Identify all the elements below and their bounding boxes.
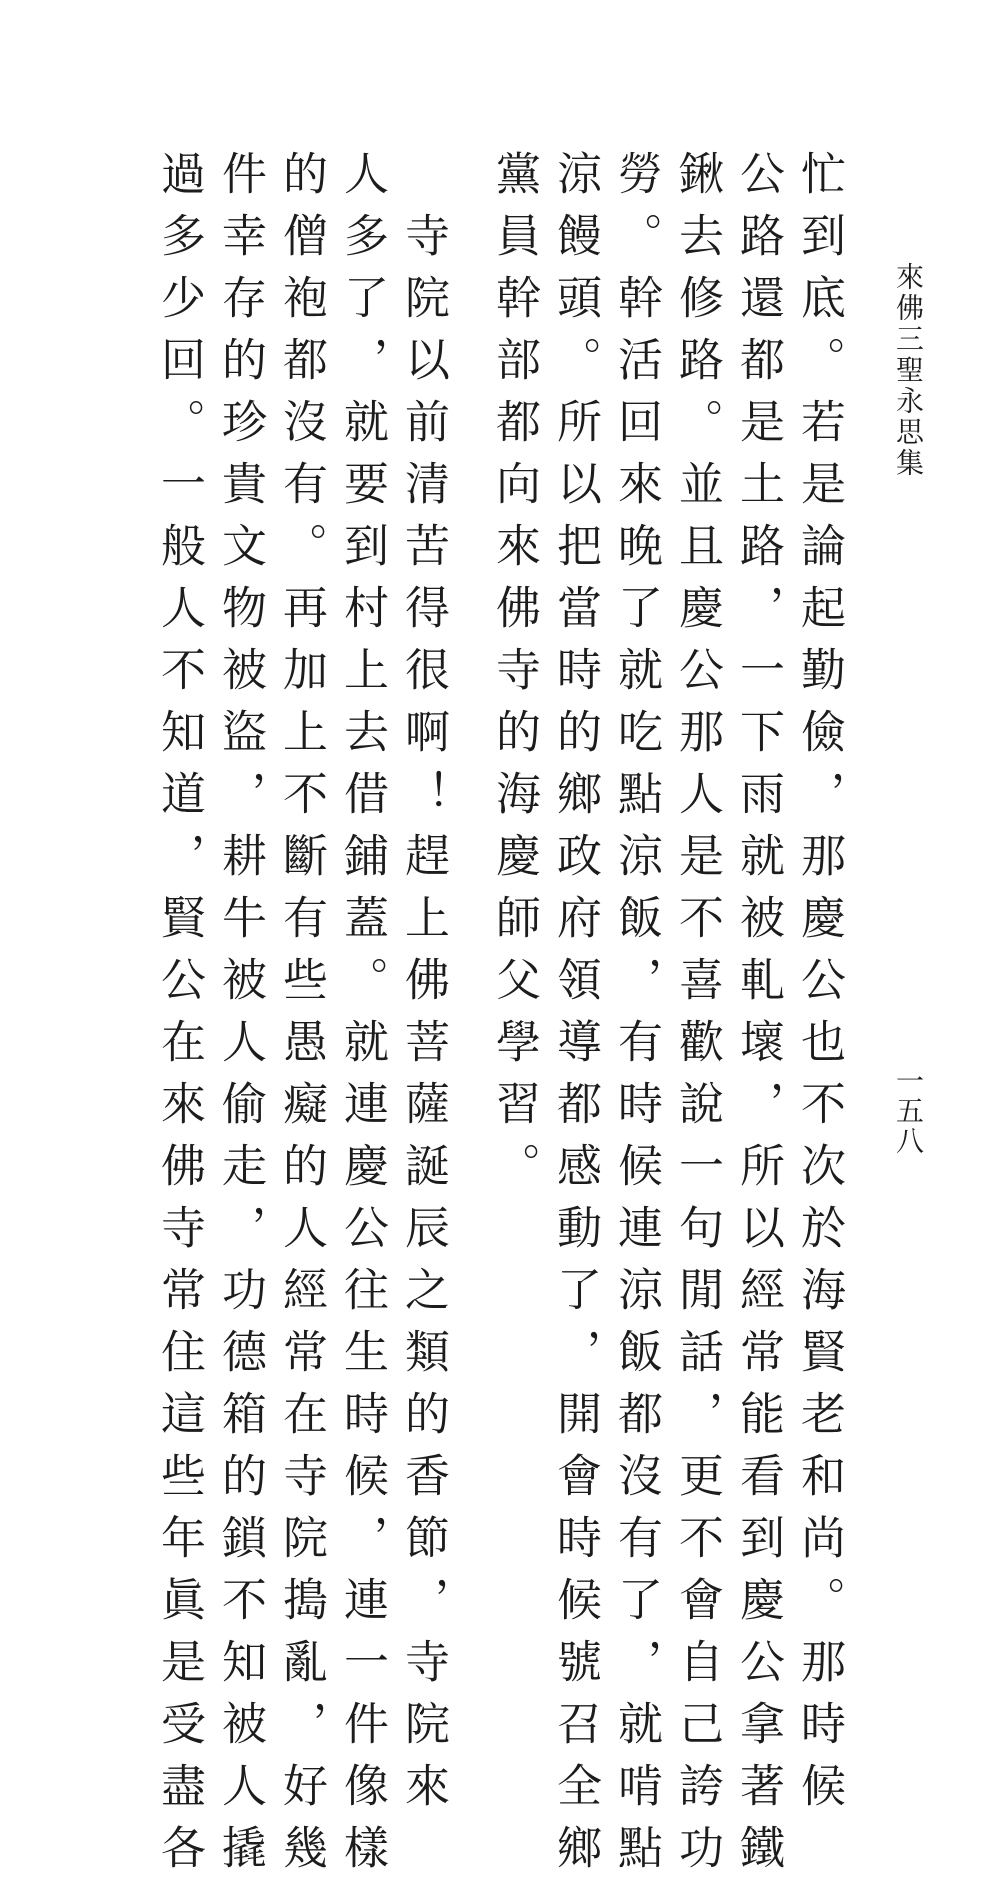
text-line: 黨員幹部都向來佛寺的海慶師父學習。: [488, 150, 541, 1204]
text-line: 勞。幹活回來晚了就吃點涼飯，有時候連涼飯都沒有了，就啃點: [610, 150, 663, 1886]
text-line: 公路還都是土路，一下雨就被軋壞，所以經常能看到慶公拿著鐵: [732, 150, 785, 1886]
text-line: 寺院以前清苦得很啊！趕上佛菩薩誕辰之類的香節，寺院來: [397, 150, 450, 1824]
text-line: 鍬去修路。並且慶公那人是不喜歡說一句閒話，更不會自己誇功: [671, 150, 724, 1886]
text-line: 過多少回。一般人不知道，賢公在來佛寺常住這些年眞是受盡各: [153, 150, 206, 1886]
page-number: 一五八: [892, 1066, 925, 1156]
text-line: 忙到底。若是論起勤儉，那慶公也不次於海賢老和尚。那時候: [793, 150, 846, 1824]
running-header-title: 來佛三聖永思集: [892, 262, 925, 479]
text-line: 的僧袍都沒有。再加上不斷有些愚癡的人經常在寺院搗亂，好幾: [275, 150, 328, 1886]
text-line: 涼饅頭。所以把當時的鄉政府領導都感動了，開會時候號召全鄉: [549, 150, 602, 1886]
text-line: 人多了，就要到村上去借鋪蓋。就連慶公往生時候，連一件像樣: [336, 150, 389, 1886]
text-line: 件幸存的珍貴文物被盜，耕牛被人偷走，功德箱的鎖不知被人撬: [214, 150, 267, 1886]
